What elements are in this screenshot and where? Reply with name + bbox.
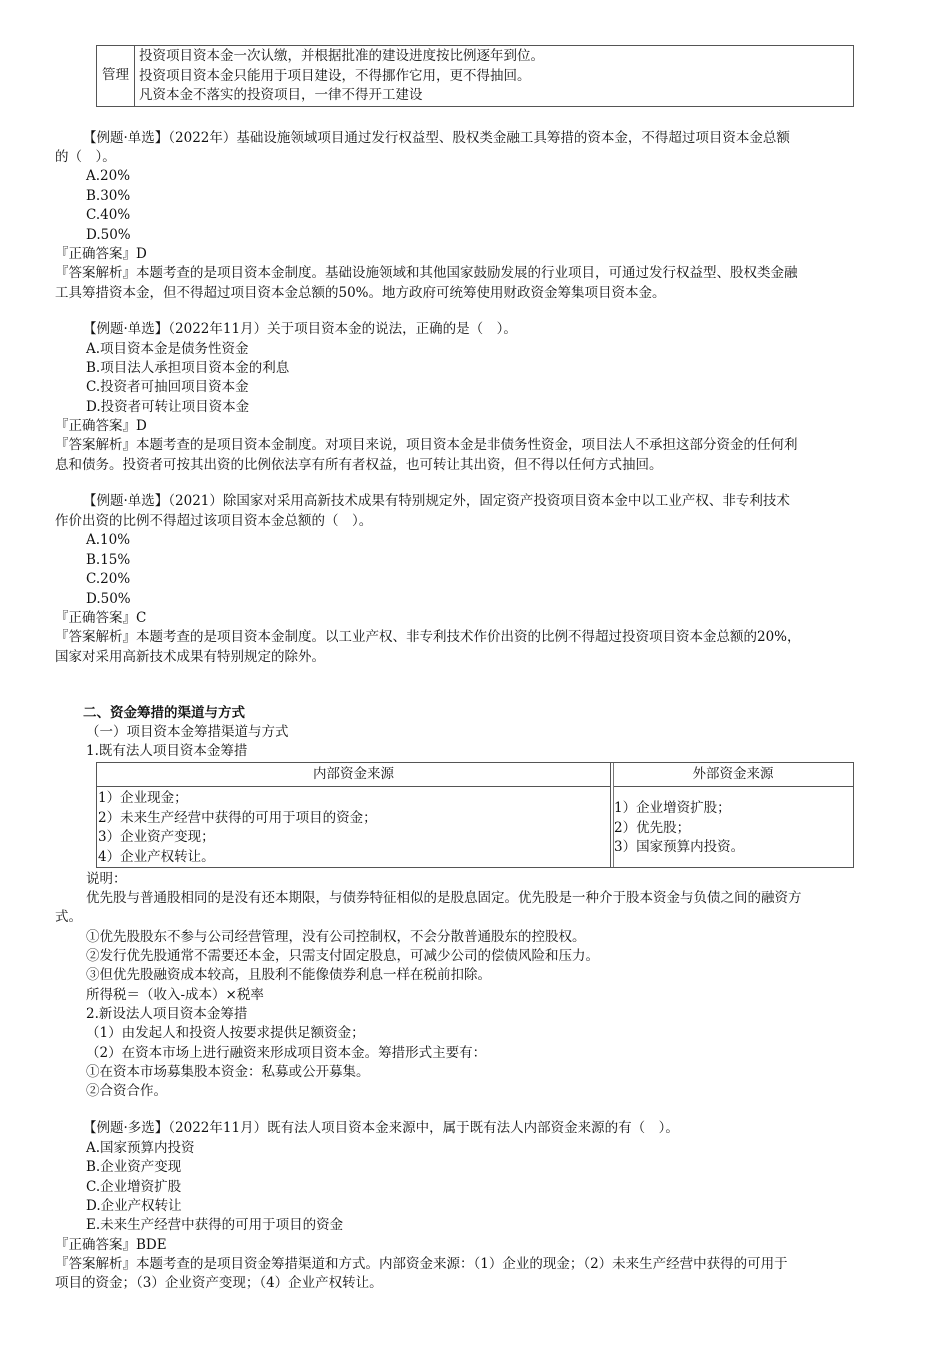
section-heading: 二、资金筹措的渠道与方式	[83, 705, 245, 721]
table-row: 2）优先股；	[614, 819, 691, 836]
management-rows	[139, 47, 544, 106]
notes-paragraph: 优先股与普通股相同的是没有还本期限，与债券特征相似的是股息固定。优先股是一种介于股本资金与负债之间的融资方	[86, 890, 802, 906]
answer-analysis: 『答案解析』本题考查的是项目资本金制度。以工业产权、非专利技术作价出资的比例不得超过投资项目资本金总额的20%，	[55, 629, 801, 645]
table-row: 1）企业增资扩股；	[614, 800, 731, 816]
column-divider	[610, 763, 611, 867]
option-c: C.企业增资扩股	[86, 1179, 182, 1195]
option-a: A.项目资本金是债务性资金	[86, 341, 249, 357]
external-sources-cell	[614, 799, 744, 858]
internal-sources-header: 内部资金来源	[97, 763, 610, 787]
question-stem: 【例题·单选】（2022年）基础设施领域项目通过发行权益型、股权类金融工具筹措的资本金，不得超过项目资本金总额	[83, 130, 790, 146]
correct-answer: 『正确答案』C	[55, 610, 147, 626]
correct-answer: 『正确答案』BDE	[55, 1237, 167, 1253]
notes-point: ③但优先股融资成本较高，且股利不能像债券利息一样在税前扣除。	[86, 967, 491, 983]
table-row: 4）企业产权转让。	[98, 848, 215, 865]
option-a: A.10%	[86, 532, 131, 548]
list-item: ②合资合作。	[86, 1083, 167, 1099]
management-row: 投资项目资本金一次认缴，并根据批准的建设进度按比例逐年到位。	[139, 48, 544, 64]
answer-analysis: 息和债务。投资者可按其出资的比例依法享有所有者权益，也可转让其出资，但不得以任何方式抽回。	[55, 457, 663, 473]
option-e: E.未来生产经营中获得的可用于项目的资金	[86, 1217, 344, 1233]
subsection-heading: 2.新设法人项目资本金筹措	[86, 1006, 248, 1022]
correct-answer: 『正确答案』D	[55, 418, 147, 434]
table-row: 2）未来生产经营中获得的可用于项目的资金；	[98, 809, 377, 826]
management-label: 管理	[97, 46, 135, 106]
option-a: A.20%	[86, 168, 131, 184]
subsection-heading: （一）项目资本金筹措渠道与方式	[86, 724, 289, 740]
option-d: D.投资者可转让项目资本金	[86, 399, 250, 415]
question-stem: 的（ ）。	[55, 149, 116, 165]
option-c: C.40%	[86, 207, 131, 223]
table-row: 1）企业现金；	[98, 790, 188, 806]
management-table	[96, 45, 854, 107]
list-item: （2）在资本市场上进行融资来形成项目资本金。筹措形式主要有：	[86, 1045, 487, 1061]
notes-point: ①优先股股东不参与公司经营管理，没有公司控制权，不会分散普通股东的控股权。	[86, 929, 586, 945]
funding-sources-table	[96, 762, 854, 868]
answer-analysis: 国家对采用高新技术成果有特别规定的除外。	[55, 649, 325, 665]
external-sources-header: 外部资金来源	[613, 763, 853, 787]
correct-answer: 『正确答案』D	[55, 246, 147, 262]
notes-paragraph: 式。	[55, 909, 82, 925]
notes-point: ②发行优先股通常不需要还本金，只需支付固定股息，可减少公司的偿债风险和压力。	[86, 948, 599, 964]
option-b: B.项目法人承担项目资本金的利息	[86, 360, 290, 376]
list-item: （1）由发起人和投资人按要求提供足额资金；	[86, 1025, 365, 1041]
option-b: B.企业资产变现	[86, 1159, 182, 1175]
table-row: 3）企业资产变现；	[98, 829, 215, 845]
option-a: A.国家预算内投资	[86, 1140, 195, 1156]
list-item: ①在资本市场募集股本资金：私募或公开募集。	[86, 1064, 370, 1080]
option-c: C.20%	[86, 571, 131, 587]
question-stem: 【例题·单选】（2022年11月）关于项目资本金的说法，正确的是（ ）。	[83, 321, 517, 337]
option-b: B.30%	[86, 188, 131, 204]
question-stem: 作价出资的比例不得超过该项目资本金总额的（ ）。	[55, 513, 373, 529]
answer-analysis: 『答案解析』本题考查的是项目资本金制度。对项目来说，项目资本金是非债务性资金，项目法人不承担这部分资金的任何利	[55, 437, 798, 453]
notes-title: 说明：	[86, 871, 127, 887]
answer-analysis: 项目的资金；（3）企业资产变现；（4）企业产权转让。	[55, 1275, 383, 1291]
option-d: D.50%	[86, 591, 131, 607]
answer-analysis: 『答案解析』本题考查的是项目资本金制度。基础设施领域和其他国家鼓励发展的行业项目，可通过发行权益型、股权类金融	[55, 265, 798, 281]
management-row: 凡资本金不落实的投资项目，一律不得开工建设	[139, 87, 423, 103]
option-b: B.15%	[86, 552, 131, 568]
option-d: D.企业产权转让	[86, 1198, 182, 1214]
subsection-heading: 1.既有法人项目资本金筹措	[86, 743, 248, 759]
question-stem: 【例题·多选】（2022年11月）既有法人项目资本金来源中，属于既有法人内部资金来源的有（ ）。	[83, 1120, 679, 1136]
management-row: 投资项目资本金只能用于项目建设，不得挪作它用，更不得抽回。	[139, 67, 531, 84]
answer-analysis: 『答案解析』本题考查的是项目资金筹措渠道和方式。内部资金来源：（1）企业的现金；（2）未来生产经营中获得的可用于	[55, 1256, 788, 1272]
table-row: 3）国家预算内投资。	[614, 839, 745, 855]
tax-formula: 所得税＝（收入-成本）×税率	[86, 987, 264, 1003]
answer-analysis: 工具筹措资本金，但不得超过项目资本金总额的50%。地方政府可统筹使用财政资金筹集项目资本金。	[55, 285, 666, 301]
option-d: D.50%	[86, 227, 131, 243]
internal-sources-cell	[98, 789, 377, 867]
option-c: C.投资者可抽回项目资本金	[86, 379, 249, 395]
question-stem: 【例题·单选】（2021）除国家对采用高新技术成果有特别规定外，固定资产投资项目资本金中以工业产权、非专利技术	[83, 493, 790, 509]
